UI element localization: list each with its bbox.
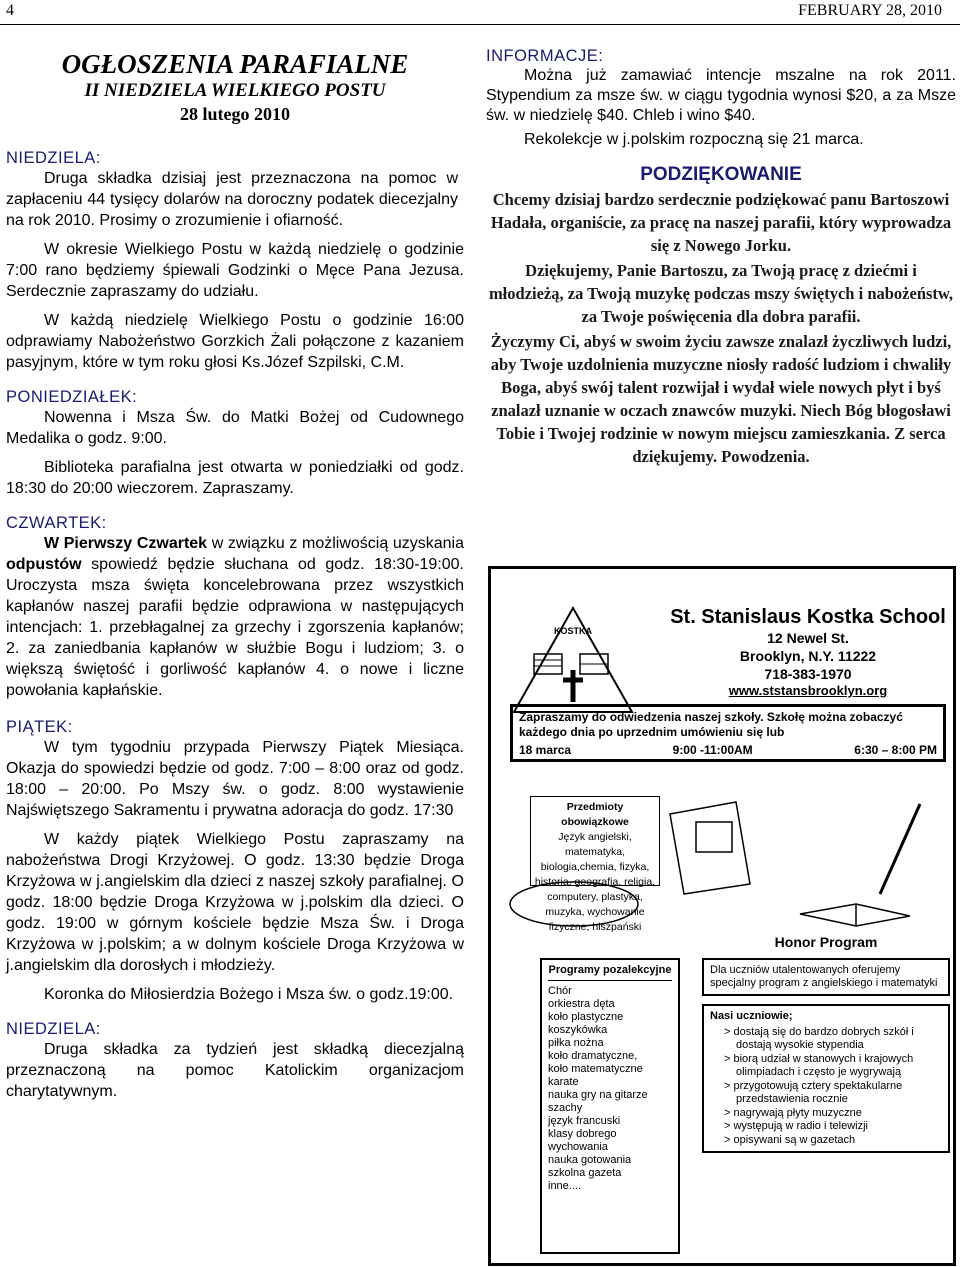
page-date: 28 lutego 2010 (180, 104, 290, 124)
banner-time-evening: 6:30 – 8:00 PM (854, 743, 937, 757)
subjects-text: Język angielski, matematyka, biologia,chemia, fizyka, historia, geografia, religia, computery, plastyka, muzyka, wychowanie fizyczne, hiszpański (534, 831, 656, 933)
students-item: > nagrywają płyty muzyczne (724, 1106, 862, 1119)
paragraph-czwartek (6, 533, 464, 701)
paragraph: W okresie Wielkiego Postu w każdą niedzielę o godzinie 7:00 rano będziemy śpiewali Godzinki o Męce Pana Jezusa. Serdecznie zapraszamy do udziału. (6, 241, 464, 300)
section-heading-czwartek: CZWARTEK: (6, 514, 107, 532)
students-item-text: biorą udział w stanowych i krajowych olimpiadach i często je wygrywają (733, 1052, 914, 1078)
paragraph: Druga składka dzisiaj jest przeznaczona na pomoc w zapłaceniu 44 tysięcy dolarów na doroczny podatek diecezjalny na rok 2010. Prosimy o zrozumienie i ofiarność. (6, 170, 458, 229)
open-house-banner (510, 704, 946, 762)
students-item: > przygotowują cztery spektakularne przedstawienia rocznie (724, 1079, 903, 1105)
thanks-heading: PODZIĘKOWANIE (640, 164, 802, 185)
page-header (0, 0, 960, 25)
program-item: Chór (548, 985, 572, 997)
bold-text: W Pierwszy Czwartek (44, 535, 208, 552)
logo-text: KOSTKA (554, 626, 592, 636)
page-number: 4 (6, 2, 14, 19)
program-item: język francuski (548, 1115, 621, 1127)
students-item-text: nagrywają płyty muzyczne (733, 1106, 862, 1119)
bold-text: odpustów (6, 556, 82, 573)
school-logo (510, 604, 636, 716)
program-item: piłka nożna (548, 1037, 604, 1049)
subjects-heading: Przedmioty obowiązkowe (561, 801, 629, 828)
honor-heading: Honor Program (774, 934, 878, 950)
honor-text: Dla uczniów utalentowanych oferujemy specjalny program z angielskiego i matematyki (702, 958, 950, 996)
students-list (710, 1026, 942, 1148)
section-heading-niedziela-2: NIEDZIELA: (6, 1020, 101, 1038)
section-heading-niedziela: NIEDZIELA: (6, 149, 101, 167)
students-item-text: występują w radio i telewizji (733, 1120, 868, 1132)
paragraph: W każdy piątek Wielkiego Postu zapraszamy na nabożeństwa Drogi Krzyżowej. O godz. 13:30 będzie Droga Krzyżowa w j.angielskim dla dzieci z naszej szkoły parafialnej. O godz. 18:00 będzie Droga Krzyżowa w j.polskim dla dzieci. O godz. 19:00 w górnym kościele będzie Msza Św. i Droga Krzyżowa w j.polskim; a w dolnym kościele Droga Krzyżowa w j.angielskim dla dorosłych i młodzieży. (6, 831, 464, 974)
paragraph: W tym tygodniu przypada Pierwszy Piątek Miesiąca. Okazja do spowiedzi będzie od godz. 7:00 – 8:00 oraz od godz. 18:00 – 20:00. Po Mszy św. o godz. 8:00 wystawienie Najświętszego Sakramentu i prywatna adoracja do godz. 17:30 (6, 739, 464, 819)
program-item: koszykówka (548, 1024, 608, 1036)
paragraph: Nowenna i Msza Św. do Matki Bożej od Cudownego Medalika o godz. 9:00. (6, 409, 464, 447)
students-item: > opisywani są w gazetach (724, 1133, 856, 1146)
students-item-text: opisywani są w gazetach (733, 1133, 856, 1146)
paragraph: Można już zamawiać intencje mszalne na rok 2011. Stypendium za msze św. w ciągu tygodnia wynosi $20, a za Msze św. w niedzielę $40. Chleb i wino $40. (486, 67, 956, 124)
right-column (486, 46, 956, 468)
school-website-link[interactable]: www.ststansbrooklyn.org (728, 683, 888, 698)
program-item: koło matematyczne (548, 1063, 643, 1075)
banner-text: Zapraszamy do odwiedzenia naszej szkoły. Szkołę można zobaczyć każdego dnia po uprzednim umówieniu się lub (519, 710, 903, 739)
program-item: orkiestra dęta (548, 998, 615, 1010)
students-item-text: przygotowują cztery spektakularne przedstawienia rocznie (733, 1079, 903, 1105)
paragraph: Rekolekcje w j.polskim rozpoczną się 21 marca. (524, 131, 864, 148)
program-item: karate (548, 1076, 579, 1088)
thanks-paragraph: Dziękujemy, Panie Bartoszu, za Twoją pracę z dziećmi i młodzieżą, za Twoją muzykę podczas mszy świętych i nabożeństw, za Twoje poświęcenia dla dobra parafii. (488, 261, 954, 326)
paragraph: Koronka do Miłosierdzia Bożego i Msza św. o godz.19:00. (44, 986, 454, 1003)
text: spowiedź będzie słuchana od godz. 18:30-19:00. Uroczysta msza święta koncelebrowana przez wszystkich kapłanów naszej parafii będzie odprawiona w następujących intencjach: 1. przebłagalnej za grzechy i zgorszenia kapłanów; 2. za zaniedbania kapłanów w służbie Bogu i ludziom; 3. o większą świętość i gorliwość kapłanów 4. o nowe i liczne powołania kapłańskie. (6, 556, 464, 699)
program-item: nauka gry na gitarze (548, 1089, 648, 1101)
page-subtitle: II NIEDZIELA WIELKIEGO POSTU (84, 80, 386, 101)
students-item: > biorą udział w stanowych i krajowych olimpiadach i często je wygrywają (724, 1052, 914, 1078)
program-item: koło plastyczne (548, 1011, 624, 1023)
students-heading: Nasi uczniowie; (710, 1010, 793, 1022)
students-item: > dostają się do bardzo dobrych szkół i dostają wysokie stypendia (724, 1025, 914, 1051)
banner-date: 18 marca (519, 743, 572, 757)
paragraph: Biblioteka parafialna jest otwarta w poniedziałki od godz. 18:30 do 20:00 wieczorem. Zapraszamy. (6, 459, 464, 497)
banner-time-morning: 9:00 -11:00AM (672, 743, 753, 757)
school-address-street: 12 Newel St. (767, 630, 849, 646)
program-item: inne.... (548, 1180, 582, 1192)
left-column (6, 48, 464, 1102)
section-heading-piatek: PIĄTEK: (6, 718, 73, 736)
section-heading-informacje: INFORMACJE: (486, 47, 604, 65)
students-box (702, 1004, 950, 1153)
paragraph: W każdą niedzielę Wielkiego Postu o godzinie 16:00 odprawiamy Nabożeństwo Gorzkich Żali połączone z kazaniem pasyjnym, które w tym roku głosi Ks.Józef Szpilski, C.M. (6, 312, 464, 371)
program-item: szkolna gazeta (548, 1167, 622, 1179)
honor-program-section (702, 934, 950, 1244)
thanks-paragraph: Życzymy Ci, abyś w swoim życiu zawsze znalazł życzliwych ludzi, aby Twoje uzdolnienia muzyczne niosły radość ludziom i chwaliły Boga, abyś swój talent rozwijał i wydał wiele nowych płyt i byś znalazł uznanie w oczach znawców muzyki. Niech Bóg błogosławi Tobie i Twojej rodzinie w nowym miejscu zamieszkania. Z serca dziękujemy. Powodzenia. (490, 332, 952, 466)
school-phone: 718-383-1970 (764, 666, 852, 682)
school-address-city: Brooklyn, N.Y. 11222 (739, 648, 877, 664)
paragraph: Druga składka za tydzień jest składką diecezjalną przeznaczoną na pomoc Katolickim organizacjom charytatywnym. (6, 1041, 464, 1100)
students-item-text: dostają się do bardzo dobrych szkół i dostają wysokie stypendia (733, 1025, 914, 1051)
program-heading: Programy pozalekcyjne (548, 964, 672, 981)
school-name: St. Stanislaus Kostka School (670, 606, 946, 628)
section-heading-poniedzialek: PONIEDZIAŁEK: (6, 388, 138, 406)
required-subjects-box (530, 796, 660, 933)
thanks-paragraph: Chcemy dzisiaj bardzo serdecznie podziękować panu Bartoszowi Hadała, organiście, za pracę na naszej parafii, który wyprowadza się z Nowego Jorku. (490, 190, 952, 255)
issue-date: FEBRUARY 28, 2010 (798, 2, 942, 19)
text: w związku z możliwością uzyskania (207, 535, 465, 552)
school-info (668, 606, 948, 698)
page-title: OGŁOSZENIA PARAFIALNE (61, 49, 409, 79)
program-item: szachy (548, 1102, 583, 1114)
program-item: nauka gotowania (548, 1154, 632, 1166)
program-item: klasy dobrego wychowania (548, 1128, 617, 1153)
extracurricular-box (540, 958, 680, 1254)
students-item: > występują w radio i telewizji (724, 1120, 868, 1132)
program-item: koło dramatyczne, (548, 1050, 638, 1062)
